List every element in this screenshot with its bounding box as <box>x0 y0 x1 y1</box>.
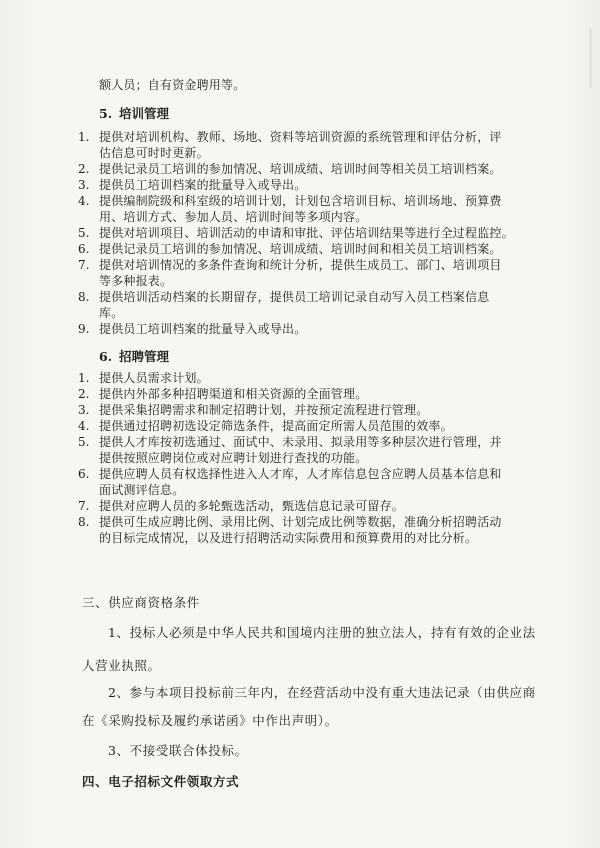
scan-edge-mark <box>589 28 592 88</box>
recruit-item-7-number: 7. <box>78 499 90 513</box>
recruit-item-8-line-2: 的目标完成情况，以及进行招聘活动实际费用和预算费用的对比分析。 <box>99 531 478 545</box>
recruit-item-5-line-1: 提供人才库按初选通过、面试中、未录用、拟录用等多种层次进行管理，并 <box>99 435 502 449</box>
intro-tail-line: 额人员；自有资金聘用等。 <box>99 78 246 92</box>
training-item-5-number: 5. <box>78 226 90 240</box>
training-item-1-line-1: 提供对培训机构、教师、场地、资料等培训资源的系统管理和评估分析，评 <box>99 130 502 144</box>
training-item-2-number: 2. <box>78 162 90 176</box>
recruit-item-6-line-1: 提供应聘人员有权选择性进入人才库，人才库信息包含应聘人员基本信息和 <box>99 467 502 481</box>
training-item-8-line-1: 提供培训活动档案的长期留存，提供员工培训记录自动写入员工档案信息 <box>99 290 490 304</box>
recruit-item-5-line-2: 提供按照应聘岗位或对应聘计划进行查找的功能。 <box>99 451 368 465</box>
training-item-9-number: 9. <box>78 322 90 336</box>
training-item-7-line-2: 等多种报表。 <box>99 274 173 288</box>
section3-para2-line2: 在《采购投标及履约承诺函》中作出声明）。 <box>82 713 338 728</box>
recruit-item-1-number: 1. <box>78 371 90 385</box>
training-item-7-number: 7. <box>78 258 90 272</box>
training-item-2-line-1: 提供记录员工培训的参加情况、培训成绩、培训时间等相关员工培训档案。 <box>99 162 502 176</box>
training-item-1-line-2: 估信息可时时更新。 <box>99 146 209 160</box>
recruit-heading-number: 6. <box>99 349 113 364</box>
training-item-3-line-1: 提供员工培训档案的批量导入或导出。 <box>99 178 307 192</box>
recruit-item-8-line-1: 提供可生成应聘比例、录用比例、计划完成比例等数据，准确分析招聘活动 <box>99 515 502 529</box>
training-heading-number: 5. <box>99 106 113 121</box>
training-item-6-line-1: 提供记录员工培训的参加情况、培训成绩、培训时间和相关员工培训档案。 <box>99 242 502 256</box>
section3-para3: 3、不接受联合体投标。 <box>108 743 248 758</box>
section3-para1-line1: 1、投标人必须是中华人民共和国境内注册的独立法人，持有有效的企业法 <box>108 625 536 640</box>
recruit-item-4-number: 4. <box>78 419 90 433</box>
recruit-item-7-line-1: 提供对应聘人员的多轮甄选活动，甄选信息记录可留存。 <box>99 499 405 513</box>
recruit-item-2-line-1: 提供内外部多种招聘渠道和相关资源的全面管理。 <box>99 387 368 401</box>
training-item-1-number: 1. <box>78 130 90 144</box>
training-item-3-number: 3. <box>78 178 90 192</box>
training-item-8-line-2: 库。 <box>99 306 124 320</box>
recruit-item-5-number: 5. <box>78 435 90 449</box>
recruit-item-2-number: 2. <box>78 387 90 401</box>
recruit-item-1-line-1: 提供人员需求计划。 <box>99 371 209 385</box>
recruit-item-3-number: 3. <box>78 403 90 417</box>
section3-para1-line2: 人营业执照。 <box>82 658 161 673</box>
training-item-4-line-1: 提供编制院级和科室级的培训计划，计划包含培训目标、培训场地、预算费 <box>99 194 502 208</box>
recruit-item-4-line-1: 提供通过招聘初选设定筛选条件，提高面定所需人员范围的效率。 <box>99 419 453 433</box>
training-item-4-number: 4. <box>78 194 90 208</box>
training-item-4-line-2: 用、培训方式、参加人员、培训时间等多项内容。 <box>99 210 368 224</box>
training-heading: 培训管理 <box>119 106 170 121</box>
recruit-item-3-line-1: 提供采集招聘需求和制定招聘计划，并按预定流程进行管理。 <box>99 403 429 417</box>
section3-title: 三、供应商资格条件 <box>82 595 200 610</box>
training-item-5-line-1: 提供对培训项目、培训活动的申请和审批、评估培训结果等进行全过程监控。 <box>99 226 514 240</box>
recruit-item-8-number: 8. <box>78 515 90 529</box>
training-item-7-line-1: 提供对培训情况的多条件查询和统计分析，提供生成员工、部门、培训项目 <box>99 258 502 272</box>
recruit-item-6-number: 6. <box>78 467 90 481</box>
recruit-item-6-line-2: 面试测评信息。 <box>99 483 185 497</box>
section3-para2-line1: 2、参与本项目投标前三年内，在经营活动中没有重大违法记录（由供应商 <box>108 685 536 700</box>
recruit-heading: 招聘管理 <box>119 349 170 364</box>
training-item-9-line-1: 提供员工培训档案的批量导入或导出。 <box>99 322 307 336</box>
section4-title: 四、电子招标文件领取方式 <box>82 774 240 789</box>
training-item-8-number: 8. <box>78 290 90 304</box>
training-item-6-number: 6. <box>78 242 90 256</box>
